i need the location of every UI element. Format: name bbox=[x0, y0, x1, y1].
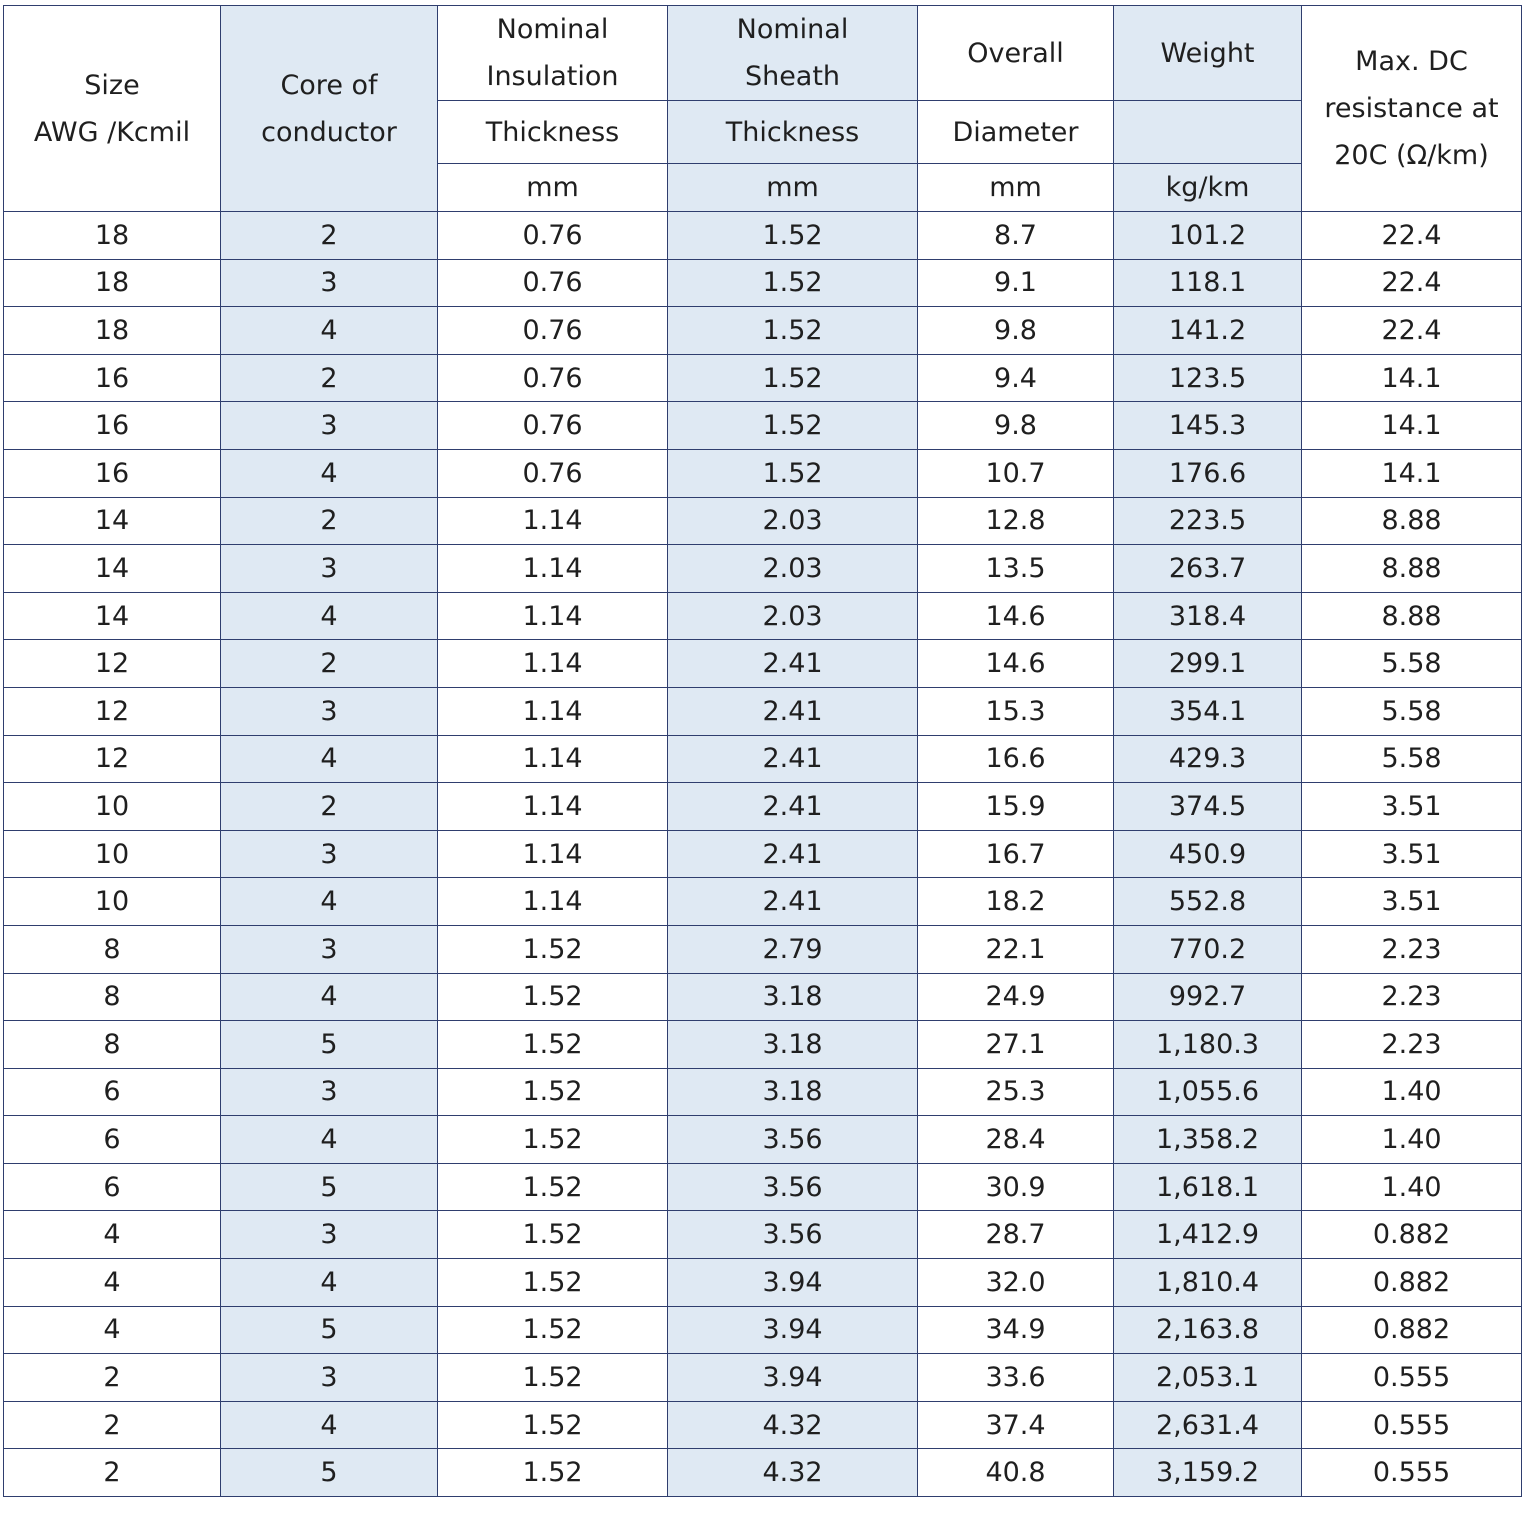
cell-sheath: 2.03 bbox=[668, 592, 918, 640]
table-row bbox=[4, 449, 1522, 497]
cell-core: 2 bbox=[221, 783, 438, 831]
cell-resistance: 1.40 bbox=[1302, 1068, 1522, 1116]
cell-insulation: 0.76 bbox=[438, 307, 668, 355]
cell-core: 5 bbox=[221, 1021, 438, 1069]
cell-resistance: 5.58 bbox=[1302, 735, 1522, 783]
cell-size: 16 bbox=[4, 402, 221, 450]
header-sheath: Nominal Sheath bbox=[668, 6, 918, 101]
header-weight-sub bbox=[1114, 101, 1302, 164]
cell-weight: 552.8 bbox=[1114, 878, 1302, 926]
table-body bbox=[4, 212, 1522, 1497]
cell-core: 4 bbox=[221, 449, 438, 497]
cell-sheath: 2.41 bbox=[668, 878, 918, 926]
cell-diameter: 9.8 bbox=[918, 402, 1114, 450]
cell-diameter: 25.3 bbox=[918, 1068, 1114, 1116]
cell-weight: 2,631.4 bbox=[1114, 1401, 1302, 1449]
header-insulation-sub: Thickness bbox=[438, 101, 668, 164]
cell-resistance: 8.88 bbox=[1302, 592, 1522, 640]
cell-sheath: 3.56 bbox=[668, 1211, 918, 1259]
table-row bbox=[4, 1163, 1522, 1211]
cell-resistance: 0.555 bbox=[1302, 1401, 1522, 1449]
cell-insulation: 0.76 bbox=[438, 212, 668, 260]
cell-weight: 992.7 bbox=[1114, 973, 1302, 1021]
cell-insulation: 1.52 bbox=[438, 1306, 668, 1354]
table-container bbox=[3, 5, 1522, 1497]
cell-weight: 450.9 bbox=[1114, 830, 1302, 878]
cell-weight: 374.5 bbox=[1114, 783, 1302, 831]
cell-core: 4 bbox=[221, 973, 438, 1021]
cell-core: 4 bbox=[221, 592, 438, 640]
cell-insulation: 1.14 bbox=[438, 735, 668, 783]
cell-diameter: 16.6 bbox=[918, 735, 1114, 783]
table-row bbox=[4, 497, 1522, 545]
header-insulation-unit: mm bbox=[438, 164, 668, 212]
cell-core: 3 bbox=[221, 830, 438, 878]
cell-weight: 2,163.8 bbox=[1114, 1306, 1302, 1354]
cell-size: 4 bbox=[4, 1211, 221, 1259]
cell-resistance: 0.882 bbox=[1302, 1211, 1522, 1259]
cell-weight: 223.5 bbox=[1114, 497, 1302, 545]
cell-size: 18 bbox=[4, 307, 221, 355]
cell-size: 8 bbox=[4, 925, 221, 973]
table-row bbox=[4, 1354, 1522, 1402]
cell-sheath: 1.52 bbox=[668, 354, 918, 402]
cell-insulation: 1.14 bbox=[438, 878, 668, 926]
cell-insulation: 0.76 bbox=[438, 402, 668, 450]
cell-weight: 318.4 bbox=[1114, 592, 1302, 640]
header-size: Size AWG /Kcmil bbox=[4, 6, 221, 212]
cell-insulation: 0.76 bbox=[438, 259, 668, 307]
header-sheath-sub: Thickness bbox=[668, 101, 918, 164]
cell-weight: 145.3 bbox=[1114, 402, 1302, 450]
cell-weight: 1,358.2 bbox=[1114, 1116, 1302, 1164]
cell-diameter: 28.4 bbox=[918, 1116, 1114, 1164]
cell-core: 3 bbox=[221, 545, 438, 593]
cell-resistance: 3.51 bbox=[1302, 830, 1522, 878]
cell-diameter: 15.3 bbox=[918, 687, 1114, 735]
cell-diameter: 10.7 bbox=[918, 449, 1114, 497]
header-core: Core of conductor bbox=[221, 6, 438, 212]
cell-insulation: 1.52 bbox=[438, 1449, 668, 1497]
cell-resistance: 5.58 bbox=[1302, 687, 1522, 735]
cell-size: 4 bbox=[4, 1306, 221, 1354]
table-row bbox=[4, 1116, 1522, 1164]
cell-sheath: 2.41 bbox=[668, 783, 918, 831]
table-row bbox=[4, 402, 1522, 450]
cell-sheath: 4.32 bbox=[668, 1401, 918, 1449]
cell-size: 18 bbox=[4, 212, 221, 260]
cell-insulation: 1.14 bbox=[438, 497, 668, 545]
table-row bbox=[4, 1211, 1522, 1259]
cell-resistance: 22.4 bbox=[1302, 307, 1522, 355]
cell-core: 2 bbox=[221, 497, 438, 545]
cell-resistance: 5.58 bbox=[1302, 640, 1522, 688]
cell-diameter: 32.0 bbox=[918, 1259, 1114, 1307]
cell-weight: 1,055.6 bbox=[1114, 1068, 1302, 1116]
cell-diameter: 34.9 bbox=[918, 1306, 1114, 1354]
cell-diameter: 33.6 bbox=[918, 1354, 1114, 1402]
cell-core: 2 bbox=[221, 354, 438, 402]
table-row bbox=[4, 307, 1522, 355]
cell-resistance: 14.1 bbox=[1302, 449, 1522, 497]
cell-sheath: 3.18 bbox=[668, 1021, 918, 1069]
cell-weight: 770.2 bbox=[1114, 925, 1302, 973]
cell-core: 2 bbox=[221, 212, 438, 260]
cell-size: 12 bbox=[4, 735, 221, 783]
table-row bbox=[4, 1068, 1522, 1116]
header-overall: Overall bbox=[918, 6, 1114, 101]
table-header bbox=[4, 6, 1522, 212]
cell-weight: 176.6 bbox=[1114, 449, 1302, 497]
table-row bbox=[4, 878, 1522, 926]
cell-insulation: 1.52 bbox=[438, 1021, 668, 1069]
cell-sheath: 4.32 bbox=[668, 1449, 918, 1497]
cell-core: 5 bbox=[221, 1163, 438, 1211]
table-row bbox=[4, 735, 1522, 783]
cell-resistance: 22.4 bbox=[1302, 212, 1522, 260]
cell-sheath: 1.52 bbox=[668, 449, 918, 497]
table-row bbox=[4, 545, 1522, 593]
table-row bbox=[4, 354, 1522, 402]
cell-size: 6 bbox=[4, 1116, 221, 1164]
cell-weight: 1,810.4 bbox=[1114, 1259, 1302, 1307]
cell-core: 4 bbox=[221, 1116, 438, 1164]
cell-insulation: 1.14 bbox=[438, 592, 668, 640]
cell-resistance: 3.51 bbox=[1302, 783, 1522, 831]
cell-size: 2 bbox=[4, 1401, 221, 1449]
cell-insulation: 0.76 bbox=[438, 354, 668, 402]
cell-sheath: 3.94 bbox=[668, 1259, 918, 1307]
table-row bbox=[4, 1021, 1522, 1069]
cell-size: 6 bbox=[4, 1163, 221, 1211]
cell-resistance: 1.40 bbox=[1302, 1163, 1522, 1211]
cell-diameter: 14.6 bbox=[918, 592, 1114, 640]
cell-sheath: 2.41 bbox=[668, 830, 918, 878]
cell-diameter: 16.7 bbox=[918, 830, 1114, 878]
cell-sheath: 1.52 bbox=[668, 259, 918, 307]
cell-diameter: 14.6 bbox=[918, 640, 1114, 688]
cell-sheath: 1.52 bbox=[668, 402, 918, 450]
cell-sheath: 3.56 bbox=[668, 1116, 918, 1164]
cell-weight: 3,159.2 bbox=[1114, 1449, 1302, 1497]
header-overall-sub: Diameter bbox=[918, 101, 1114, 164]
cell-resistance: 2.23 bbox=[1302, 925, 1522, 973]
cell-sheath: 2.41 bbox=[668, 687, 918, 735]
cell-weight: 354.1 bbox=[1114, 687, 1302, 735]
cell-weight: 1,618.1 bbox=[1114, 1163, 1302, 1211]
table-row bbox=[4, 640, 1522, 688]
cell-insulation: 1.14 bbox=[438, 545, 668, 593]
cell-weight: 118.1 bbox=[1114, 259, 1302, 307]
cell-weight: 299.1 bbox=[1114, 640, 1302, 688]
cell-diameter: 15.9 bbox=[918, 783, 1114, 831]
cell-core: 3 bbox=[221, 402, 438, 450]
cell-core: 2 bbox=[221, 640, 438, 688]
cell-resistance: 2.23 bbox=[1302, 1021, 1522, 1069]
cell-core: 4 bbox=[221, 1401, 438, 1449]
cell-insulation: 1.52 bbox=[438, 1401, 668, 1449]
cell-core: 3 bbox=[221, 1354, 438, 1402]
cell-sheath: 3.18 bbox=[668, 1068, 918, 1116]
table-row bbox=[4, 212, 1522, 260]
cell-resistance: 0.882 bbox=[1302, 1306, 1522, 1354]
cell-sheath: 3.56 bbox=[668, 1163, 918, 1211]
cell-insulation: 1.14 bbox=[438, 783, 668, 831]
cell-size: 12 bbox=[4, 640, 221, 688]
cell-insulation: 1.14 bbox=[438, 687, 668, 735]
cell-insulation: 1.52 bbox=[438, 1211, 668, 1259]
cell-core: 5 bbox=[221, 1449, 438, 1497]
cell-core: 4 bbox=[221, 1259, 438, 1307]
cell-resistance: 0.555 bbox=[1302, 1449, 1522, 1497]
cell-size: 2 bbox=[4, 1449, 221, 1497]
cell-weight: 141.2 bbox=[1114, 307, 1302, 355]
header-sheath-unit: mm bbox=[668, 164, 918, 212]
cell-core: 4 bbox=[221, 735, 438, 783]
cell-sheath: 2.03 bbox=[668, 545, 918, 593]
cell-insulation: 1.52 bbox=[438, 1116, 668, 1164]
cell-diameter: 30.9 bbox=[918, 1163, 1114, 1211]
cell-sheath: 2.03 bbox=[668, 497, 918, 545]
cell-core: 3 bbox=[221, 1211, 438, 1259]
table-row bbox=[4, 1449, 1522, 1497]
cell-resistance: 0.555 bbox=[1302, 1354, 1522, 1402]
table-row bbox=[4, 687, 1522, 735]
cell-resistance: 14.1 bbox=[1302, 402, 1522, 450]
cell-core: 5 bbox=[221, 1306, 438, 1354]
cell-size: 10 bbox=[4, 783, 221, 831]
cell-diameter: 13.5 bbox=[918, 545, 1114, 593]
cell-sheath: 3.94 bbox=[668, 1306, 918, 1354]
cell-diameter: 8.7 bbox=[918, 212, 1114, 260]
cell-core: 3 bbox=[221, 687, 438, 735]
cell-weight: 263.7 bbox=[1114, 545, 1302, 593]
cell-resistance: 3.51 bbox=[1302, 878, 1522, 926]
cell-diameter: 18.2 bbox=[918, 878, 1114, 926]
cell-weight: 1,180.3 bbox=[1114, 1021, 1302, 1069]
cable-spec-table bbox=[3, 5, 1522, 1497]
cell-insulation: 1.14 bbox=[438, 830, 668, 878]
cell-insulation: 1.52 bbox=[438, 1354, 668, 1402]
cell-size: 16 bbox=[4, 354, 221, 402]
cell-resistance: 8.88 bbox=[1302, 497, 1522, 545]
cell-sheath: 3.94 bbox=[668, 1354, 918, 1402]
cell-diameter: 9.8 bbox=[918, 307, 1114, 355]
cell-size: 8 bbox=[4, 1021, 221, 1069]
cell-diameter: 37.4 bbox=[918, 1401, 1114, 1449]
cell-insulation: 1.52 bbox=[438, 1068, 668, 1116]
cell-diameter: 9.4 bbox=[918, 354, 1114, 402]
cell-size: 12 bbox=[4, 687, 221, 735]
cell-size: 10 bbox=[4, 830, 221, 878]
cell-diameter: 28.7 bbox=[918, 1211, 1114, 1259]
table-row bbox=[4, 1259, 1522, 1307]
cell-diameter: 27.1 bbox=[918, 1021, 1114, 1069]
cell-diameter: 22.1 bbox=[918, 925, 1114, 973]
cell-size: 4 bbox=[4, 1259, 221, 1307]
cell-size: 10 bbox=[4, 878, 221, 926]
cell-weight: 123.5 bbox=[1114, 354, 1302, 402]
cell-core: 4 bbox=[221, 307, 438, 355]
cell-weight: 1,412.9 bbox=[1114, 1211, 1302, 1259]
cell-core: 3 bbox=[221, 925, 438, 973]
cell-weight: 429.3 bbox=[1114, 735, 1302, 783]
cell-core: 3 bbox=[221, 1068, 438, 1116]
table-row bbox=[4, 973, 1522, 1021]
header-weight: Weight bbox=[1114, 6, 1302, 101]
cell-insulation: 1.52 bbox=[438, 925, 668, 973]
cell-resistance: 0.882 bbox=[1302, 1259, 1522, 1307]
cell-size: 2 bbox=[4, 1354, 221, 1402]
table-row bbox=[4, 1401, 1522, 1449]
cell-weight: 101.2 bbox=[1114, 212, 1302, 260]
cell-insulation: 1.52 bbox=[438, 973, 668, 1021]
table-row bbox=[4, 592, 1522, 640]
cell-diameter: 40.8 bbox=[918, 1449, 1114, 1497]
table-row bbox=[4, 925, 1522, 973]
cell-insulation: 0.76 bbox=[438, 449, 668, 497]
cell-resistance: 8.88 bbox=[1302, 545, 1522, 593]
cell-sheath: 2.41 bbox=[668, 735, 918, 783]
cell-insulation: 1.52 bbox=[438, 1259, 668, 1307]
header-overall-unit: mm bbox=[918, 164, 1114, 212]
table-row bbox=[4, 259, 1522, 307]
cell-core: 4 bbox=[221, 878, 438, 926]
cell-resistance: 1.40 bbox=[1302, 1116, 1522, 1164]
cell-sheath: 3.18 bbox=[668, 973, 918, 1021]
cell-insulation: 1.52 bbox=[438, 1163, 668, 1211]
cell-sheath: 1.52 bbox=[668, 307, 918, 355]
cell-diameter: 9.1 bbox=[918, 259, 1114, 307]
cell-resistance: 14.1 bbox=[1302, 354, 1522, 402]
cell-size: 8 bbox=[4, 973, 221, 1021]
cell-size: 14 bbox=[4, 497, 221, 545]
header-weight-unit: kg/km bbox=[1114, 164, 1302, 212]
header-resistance: Max. DC resistance at 20C (Ω/km) bbox=[1302, 6, 1522, 212]
cell-size: 18 bbox=[4, 259, 221, 307]
cell-core: 3 bbox=[221, 259, 438, 307]
cell-size: 16 bbox=[4, 449, 221, 497]
table-row bbox=[4, 783, 1522, 831]
cell-size: 6 bbox=[4, 1068, 221, 1116]
cell-resistance: 2.23 bbox=[1302, 973, 1522, 1021]
cell-sheath: 2.41 bbox=[668, 640, 918, 688]
cell-size: 14 bbox=[4, 592, 221, 640]
cell-size: 14 bbox=[4, 545, 221, 593]
table-row bbox=[4, 1306, 1522, 1354]
cell-diameter: 12.8 bbox=[918, 497, 1114, 545]
cell-insulation: 1.14 bbox=[438, 640, 668, 688]
header-insulation: Nominal Insulation bbox=[438, 6, 668, 101]
cell-sheath: 1.52 bbox=[668, 212, 918, 260]
table-row bbox=[4, 830, 1522, 878]
cell-sheath: 2.79 bbox=[668, 925, 918, 973]
cell-resistance: 22.4 bbox=[1302, 259, 1522, 307]
cell-weight: 2,053.1 bbox=[1114, 1354, 1302, 1402]
cell-diameter: 24.9 bbox=[918, 973, 1114, 1021]
